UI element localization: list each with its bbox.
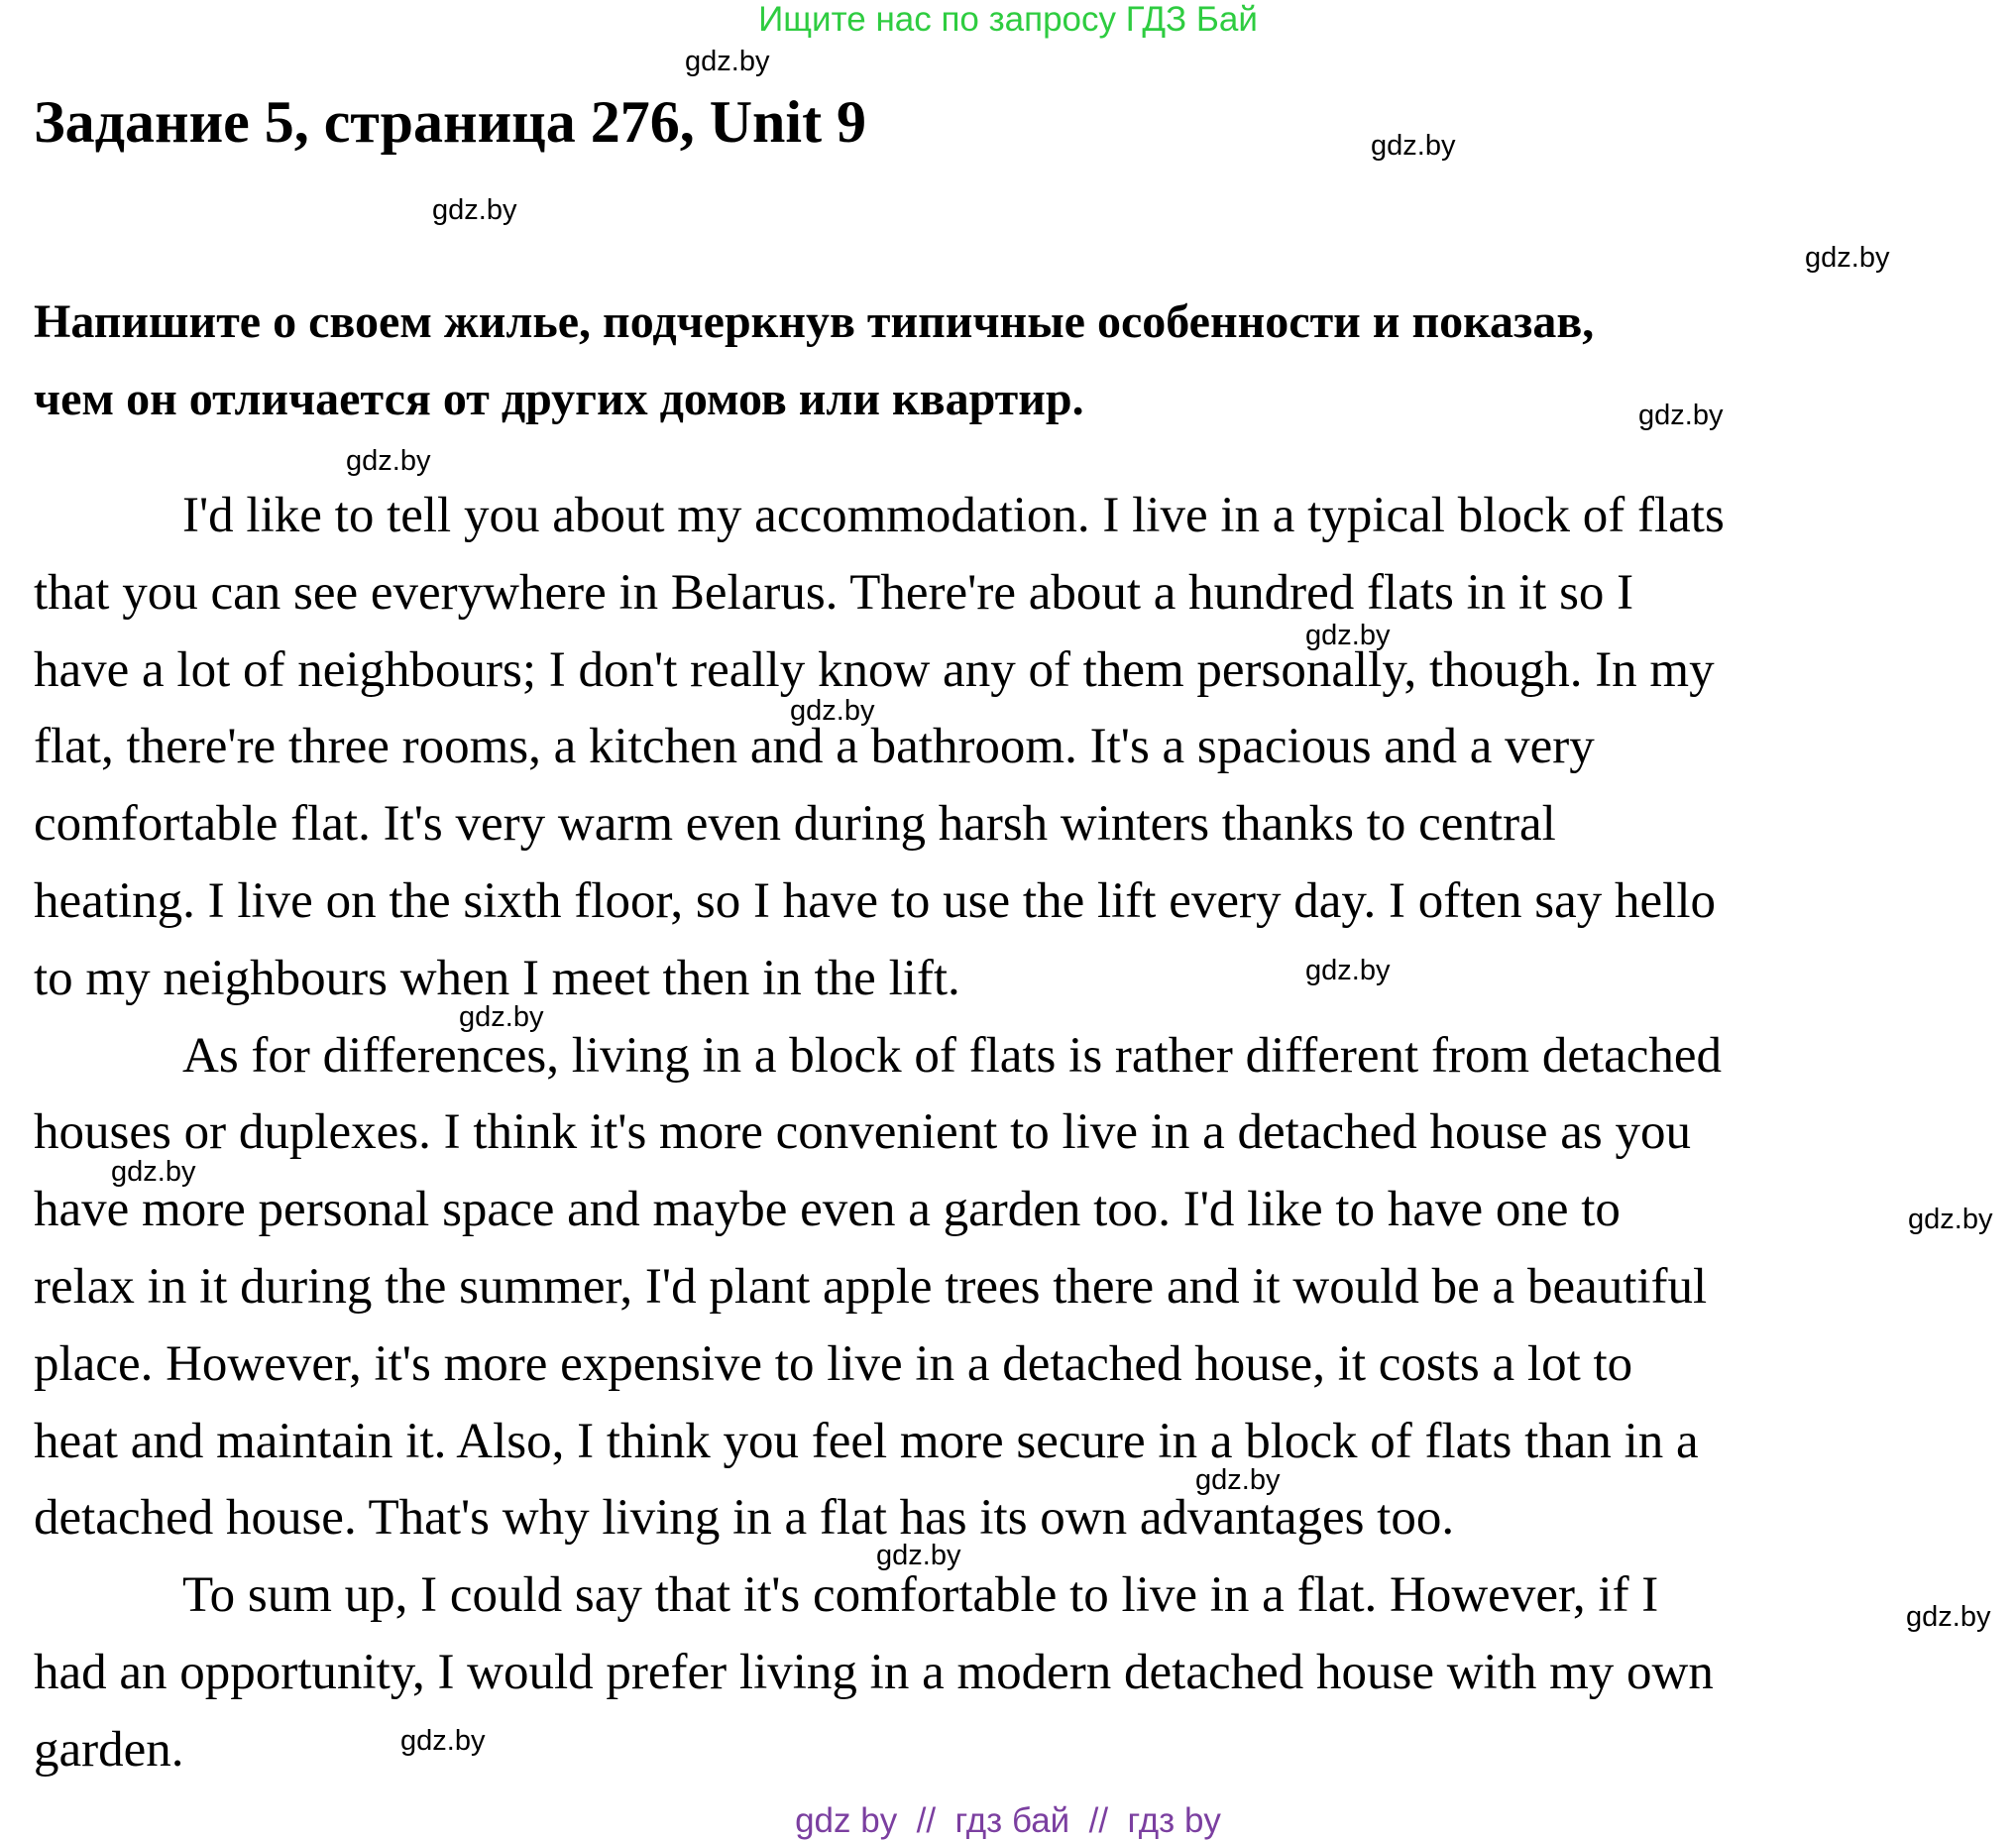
- essay-line: place. However, it's more expensive to live in a detached house, it costs a lot to: [34, 1335, 1633, 1392]
- essay-line: have a lot of neighbours; I don't really know any of them personally, though. In my: [34, 641, 1715, 698]
- essay-line: garden.: [34, 1721, 184, 1778]
- essay-line: had an opportunity, I would prefer living in a modern detached house with my own: [34, 1644, 1714, 1700]
- watermark-label: gdz.by: [1805, 242, 1890, 274]
- watermark-label: gdz.by: [1305, 955, 1391, 986]
- watermark-label: gdz.by: [876, 1540, 961, 1571]
- essay-line: detached house. That's why living in a flat has its own advantages too.: [34, 1490, 1455, 1547]
- essay-line: have more personal space and maybe even a garden too. I'd like to have one to: [34, 1182, 1621, 1238]
- watermark-label: gdz.by: [1305, 620, 1391, 651]
- essay-line: I'd like to tell you about my accommodation. I live in a typical block of flats: [182, 488, 1725, 543]
- watermark-label: gdz.by: [346, 445, 431, 477]
- watermark-label: gdz.by: [685, 46, 770, 77]
- search-banner: Ищите нас по запросу ГДЗ Бай: [758, 0, 1258, 39]
- watermark-label: gdz.by: [459, 1001, 544, 1033]
- essay-line: that you can see everywhere in Belarus. There're about a hundred flats in it so I: [34, 564, 1634, 621]
- essay-line: flat, there're three rooms, a kitchen and a bathroom. It's a spacious and a very: [34, 719, 1595, 775]
- task-line: Напишите о своем жилье, подчеркнув типичные особенности и показав,: [34, 295, 1595, 348]
- essay-line: As for differences, living in a block of flats is rather different from detached: [182, 1027, 1723, 1084]
- essay-line: comfortable flat. It's very warm even during harsh winters thanks to central: [34, 796, 1556, 853]
- essay-text: [34, 478, 2006, 1789]
- essay-line: to my neighbours when I meet then in the lift.: [34, 950, 960, 1006]
- watermark-label: gdz.by: [1195, 1464, 1281, 1496]
- watermark-label: gdz.by: [1371, 130, 1456, 162]
- watermark-label: gdz.by: [432, 194, 517, 226]
- watermark-label: gdz.by: [1908, 1204, 1993, 1235]
- page-title: Задание 5, страница 276, Unit 9: [34, 89, 867, 155]
- essay-line: To sum up, I could say that it's comfortable to live in a flat. However, if I: [182, 1567, 1659, 1624]
- watermark-label: gdz.by: [790, 695, 875, 727]
- essay-line: heating. I live on the sixth floor, so I have to use the lift every day. I often say hello: [34, 872, 1717, 929]
- task-line: чем он отличается от других домов или квартир.: [34, 373, 1084, 425]
- essay-line: relax in it during the summer, I'd plant apple trees there and it would be a beautiful: [34, 1258, 1708, 1315]
- essay-line: heat and maintain it. Also, I think you feel more secure in a block of flats than in a: [34, 1413, 1699, 1469]
- watermark-label: gdz.by: [1638, 400, 1724, 431]
- watermark-label: gdz.by: [400, 1725, 486, 1757]
- footer-watermark: gdz by // гдз бай // гдз by: [795, 1801, 1221, 1840]
- watermark-label: gdz.by: [111, 1156, 196, 1188]
- watermark-label: gdz.by: [1906, 1601, 1991, 1633]
- essay-line: houses or duplexes. I think it's more convenient to live in a detached house as you: [34, 1104, 1691, 1161]
